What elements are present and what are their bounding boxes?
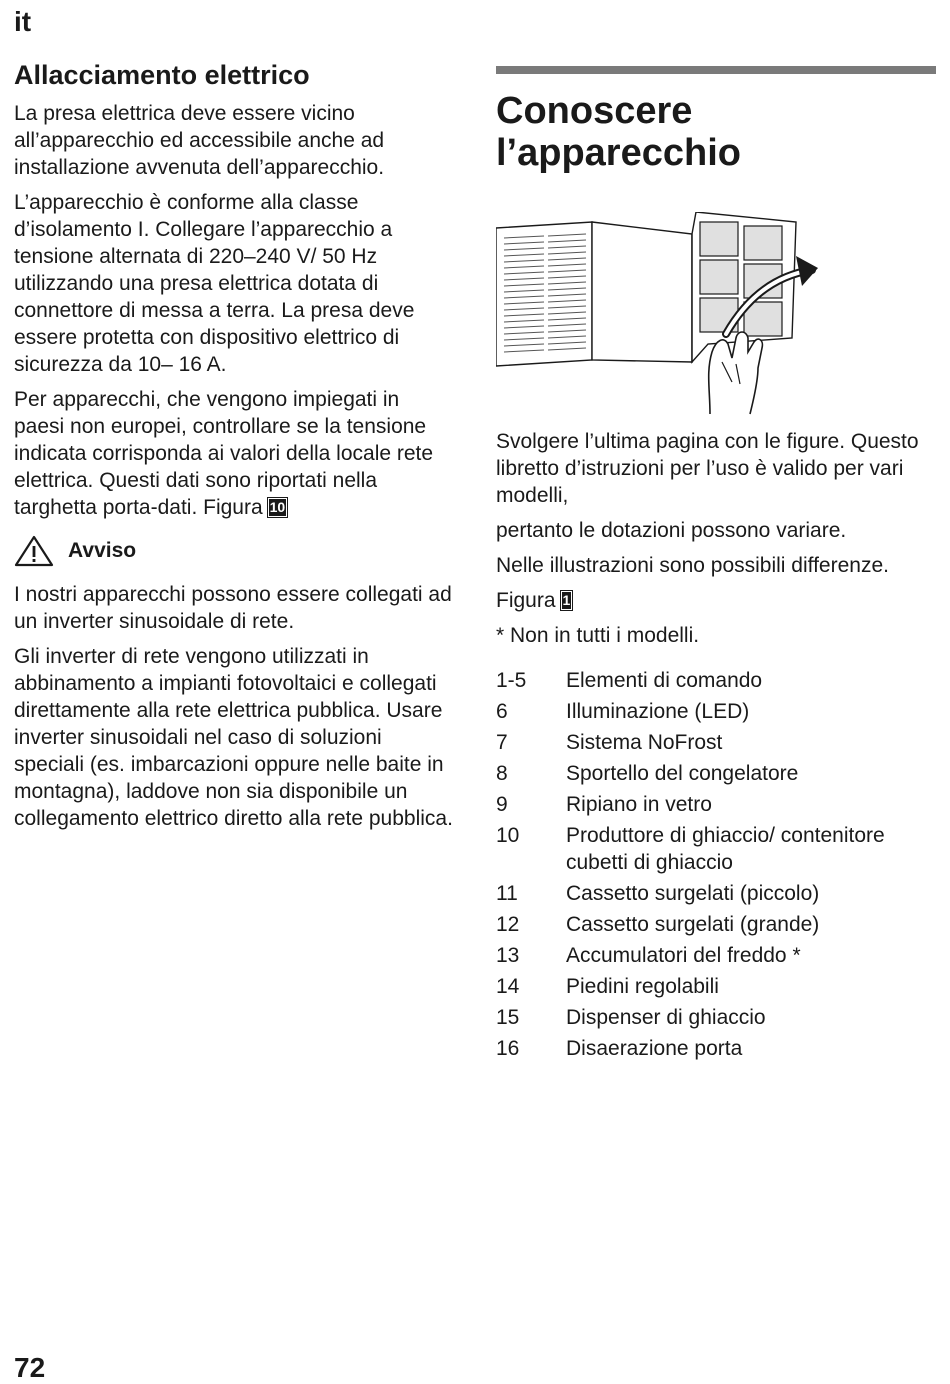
list-item: [496, 942, 936, 969]
footnote: * Non in tutti i modelli.: [496, 624, 700, 647]
component-list: [496, 667, 936, 1062]
item-number: 12: [496, 913, 520, 936]
paragraph-insulation: L’apparecchio è conforme alla classe d’isolamento I. Collegare l’apparecchio a tensione alternata di 220–240 V/ 50 Hz utilizzando una presa elettrica dotata di connettore di messa a terra. La presa deve essere protetta con dispositivo elettrico di sicurezza da 10– 16 A.: [14, 191, 415, 376]
paragraph-non-european: [14, 386, 454, 521]
list-item: [496, 1004, 936, 1031]
list-item: [496, 880, 936, 907]
list-item: [496, 698, 936, 725]
item-label: Produttore di ghiaccio/ contenitore cubetti di ghiaccio: [566, 824, 885, 874]
list-item: [496, 911, 936, 938]
item-number: 8: [496, 762, 508, 785]
page-title-line1: Conoscere: [496, 90, 693, 132]
paragraph-equipment: pertanto le dotazioni possono variare.: [496, 519, 847, 542]
item-label: Ripiano in vetro: [566, 793, 712, 816]
item-number: 15: [496, 1006, 520, 1029]
list-item: [496, 760, 936, 787]
page-title: [496, 90, 936, 174]
list-item: [496, 667, 936, 694]
item-label: Dispenser di ghiaccio: [566, 1006, 766, 1029]
item-label: Illuminazione (LED): [566, 700, 750, 723]
item-label: Sportello del congelatore: [566, 762, 799, 785]
section-rule: [496, 66, 936, 74]
item-number: 6: [496, 700, 508, 723]
item-number: 11: [496, 882, 518, 905]
paragraph-unfold: Svolgere l’ultima pagina con le figure. Questo libretto d’istruzioni per l’uso è valido per vari modelli,: [496, 430, 919, 507]
language-code: it: [14, 6, 32, 37]
paragraph-non-european-text: Per apparecchi, che vengono impiegati in paesi non europei, controllare se la tensione indicata corrisponda ai valori della locale rete elettrica. Questi dati sono riportati nella targhetta porta-dati. Figura: [14, 388, 434, 519]
item-number: 13: [496, 944, 520, 967]
item-number: 9: [496, 793, 508, 816]
item-label: Cassetto surgelati (piccolo): [566, 882, 820, 905]
page-title-line2: l’apparecchio: [496, 132, 741, 174]
item-number: 1-5: [496, 669, 527, 692]
item-number: 10: [496, 824, 520, 847]
left-column: [14, 58, 454, 840]
page-number: 72: [14, 1352, 46, 1383]
list-item: [496, 822, 936, 876]
warning-block: [14, 535, 454, 567]
section-heading-electrical: Allacciamento elettrico: [14, 60, 310, 90]
paragraph-socket: La presa elettrica deve essere vicino all’apparecchio ed accessibile anche ad installazione avvenuta dell’apparecchio.: [14, 102, 385, 179]
list-item: [496, 1035, 936, 1062]
item-label: Cassetto surgelati (grande): [566, 913, 820, 936]
item-label: Sistema NoFrost: [566, 731, 723, 754]
paragraph-differences: Nelle illustrazioni sono possibili differenze.: [496, 554, 889, 577]
figure-1-badge: 1: [560, 590, 574, 611]
list-item: [496, 729, 936, 756]
item-number: 16: [496, 1037, 520, 1060]
warning-triangle-icon: [14, 535, 54, 567]
item-number: 7: [496, 731, 508, 754]
item-label: Accumulatori del freddo *: [566, 944, 801, 967]
unfold-booklet-illustration: [496, 212, 826, 418]
booklet-illustration: [496, 212, 936, 418]
list-item: [496, 791, 936, 818]
item-label: Elementi di comando: [566, 669, 763, 692]
list-item: [496, 973, 936, 1000]
figure-reference: [496, 587, 936, 614]
paragraph-grid-inverter: Gli inverter di rete vengono utilizzati in abbinamento a impianti fotovoltaici e collegati direttamente alla rete elettrica pubblica. Usare inverter sinusoidali nel caso di soluzioni speciali (es. imbarcazioni oppure nelle baite in montagna), laddove non sia disponibile un collegamento elettrico diretto alla rete pubblica.: [14, 645, 453, 830]
figure-label: Figura: [496, 589, 556, 612]
warning-label: Avviso: [68, 539, 137, 562]
figure-ref-badge: 10: [267, 497, 289, 518]
item-label: Disaerazione porta: [566, 1037, 743, 1060]
item-number: 14: [496, 975, 520, 998]
right-column: [496, 66, 936, 1066]
paragraph-inverter: I nostri apparecchi possono essere collegati ad un inverter sinusoidale di rete.: [14, 583, 452, 633]
item-label: Piedini regolabili: [566, 975, 719, 998]
